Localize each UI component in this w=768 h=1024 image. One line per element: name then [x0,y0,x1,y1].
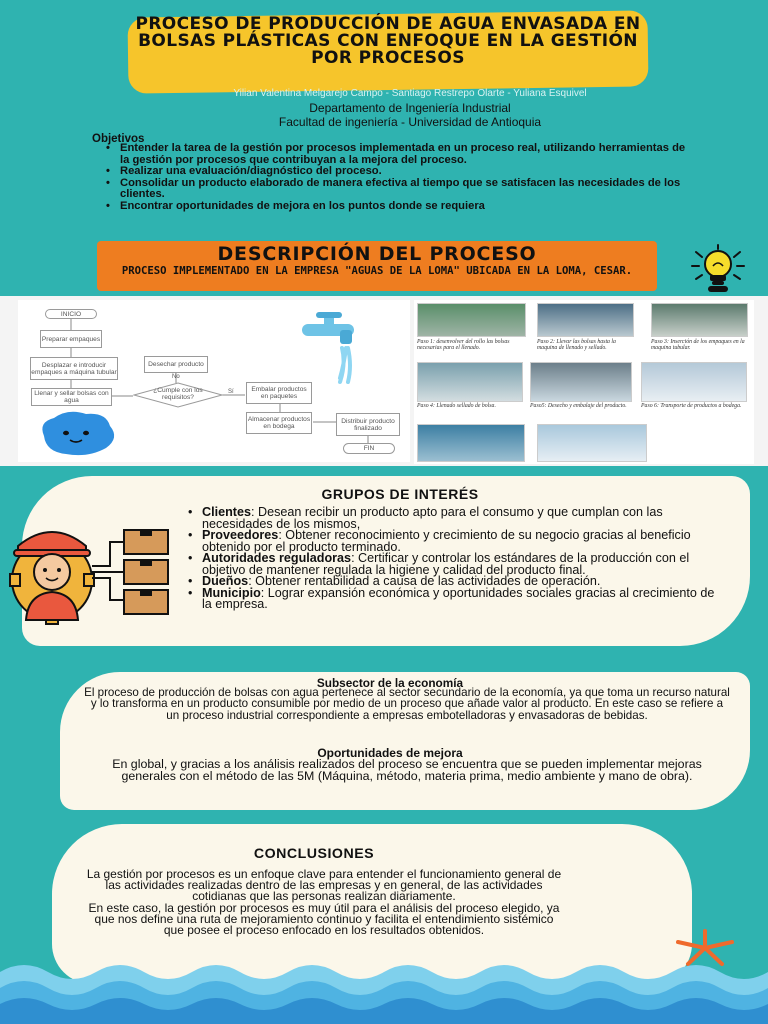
stakeholder-item [186,530,726,553]
flow-embalar: Embalar productos en paquetes [246,382,312,404]
photo-step-2 [537,303,634,337]
faculty: Facultad de ingeniería - Universidad de Antioquia [278,115,542,129]
water-faucet-icon [300,308,380,388]
flow-llenar: Llenar y sellar bolsas con agua [31,388,112,406]
photo-caption: Paso5: Desecho y embalaje del producto. [530,403,627,409]
authors: Yilian Valentina Melgarejo Campo - Santiago Restrepo Olarte - Yuliana Esquivel [233,88,587,99]
flow-preparar: Preparar empaques [40,330,102,348]
flow-desplazar: Desplazar e introducir empaques a máquina tubular [30,357,118,380]
conclusions-body [86,869,562,936]
stakeholder-item [186,553,726,576]
objectives-list [106,143,696,212]
flow-distribuir: Distribuir producto finalizado [336,413,400,436]
affiliation [140,101,680,129]
stakeholder-text: : Certificar y controlar los estándares de la producción con el objetivo de mantener regulada la higiene y calidad del producto final. [202,551,690,577]
opportunities-body: En global, y gracias a los análisis realizados del proceso se encuentra que se pueden implementar mejoras generales con el método de las 5M (Máquina, método, materia prima, medio ambiente y mano de obra). [112,757,702,784]
photo-caption: Paso 4: Llenado sellado de bolsa. [417,403,496,409]
stakeholder-text: : Obtener reconocimiento y crecimiento de su negocio gracias al beneficio obtenido por el producto terminado. [202,528,691,554]
photo-caption: Paso 1: desenvolver del rollo las bolsas necesarias para el llenado. [417,339,510,351]
photo-warehouse [417,424,525,462]
photo-caption: Paso 3: Inserción de los empaques en la maquina tubular. [651,339,745,351]
photo-product [537,424,647,462]
objectives-title: Objetivos [92,133,145,145]
worker-icon [6,516,196,626]
objective-item: • Encontrar oportunidades de mejora en los puntos donde se requiera [106,201,696,213]
stakeholder-term: Dueños [202,574,249,588]
photo-caption: Paso 2: Llevar las bolsas hasta la maquina de llenado y sellado. [537,339,616,351]
lightbulb-icon [688,244,748,294]
stakeholders-list [186,507,726,611]
page-title: PROCESO DE PRODUCCIÓN DE AGUA ENVASADA EN BOLSAS PLÁSTICAS CON ENFOQUE EN LA GESTIÓN POR PROCESOS [135,14,641,68]
process-subtitle: PROCESO IMPLEMENTADO EN LA EMPRESA "AGUAS DE LA LOMA" UBICADA EN LA LOMA, CESAR. [121,265,633,277]
stakeholder-term: Proveedores [202,528,279,542]
subsector-body: El proceso de producción de bolsas con agua pertenece al sector secundario de la economía, ya que toma un recurso natural y lo transforma en un producto consumible por medio de un proceso que añade valor al producto. En este caso se refiere a un proceso industrial correspondiente a empresas embotelladoras y envasadoras de bebidas. [84,686,730,722]
photo-caption: Paso 6: Transporte de productos a bodega. [641,403,742,409]
stakeholder-term: Clientes [202,505,251,519]
photo-step-4 [417,362,523,402]
process-title: DESCRIPCIÓN DEL PROCESO [217,243,537,265]
photo-step-1 [417,303,526,337]
flow-almacenar: Almacenar productos en bodega [246,412,312,434]
box-icon [124,530,168,614]
flow-desechar: Desechar producto [144,356,208,373]
department: Departamento de Ingeniería Industrial [309,101,511,115]
objective-item: • Entender la tarea de la gestión por procesos implementada en un proceso real, utilizando herramientas de la gestión por procesos que contribuyan a la mejora del proceso. [106,143,696,166]
objective-item: • Consolidar un producto elaborado de manera efectiva al tiempo que se satisfacen las necesidades de los clientes. [106,178,696,201]
objective-item: • Realizar una evaluación/diagnóstico del proceso. [106,166,696,178]
stakeholder-term: Municipio [202,585,261,600]
stakeholder-text: : Obtener rentabilidad a causa de las actividades de operación. [248,574,601,588]
stakeholder-item [186,585,726,611]
subsector-title: Subsector de la economía [316,676,464,690]
opportunities-title: Oportunidades de mejora [317,746,463,760]
photo-step-5 [530,362,632,402]
photo-step-6 [641,362,747,402]
flow-decision: ¿Cumple con los requisitos? [153,387,203,401]
stakeholder-item [186,507,726,530]
conclusions-title: CONCLUSIONES [253,846,375,862]
water-drop-mascot-icon [36,408,126,458]
flow-inicio: INICIO [45,309,97,319]
stakeholder-text: : Desean recibir un producto apto para el consumo y que cumplan con las necesidades de los mismos, [202,505,663,531]
decorative-waves [0,958,768,1024]
conclusions-paragraph: En este caso, la gestión por procesos es muy útil para el análisis del proceso elegido, ya que nos define una ruta de mejoramiento continuo y facilita el entendimiento sistémico que posee el proceso enfocado en los resultados obtenidos. [88,900,560,938]
flow-no-label: No [172,374,180,380]
stakeholders-title: GRUPOS DE INTERÉS [321,486,479,502]
flow-fin: FIN [343,443,395,454]
photo-step-3 [651,303,748,337]
stakeholder-term: Autoridades reguladoras [202,551,352,565]
flow-si-label: Sí [228,389,234,395]
stakeholder-text: : Lograr expansión económica y oportunidades sociales gracias al crecimiento de la empresa. [202,585,715,611]
conclusions-paragraph: La gestión por procesos es un enfoque clave para entender el funcionamiento general de las actividades realizadas dentro de las empresas y en general, de las actividades cotidianas que las personas realizan diariamente. [86,867,562,904]
